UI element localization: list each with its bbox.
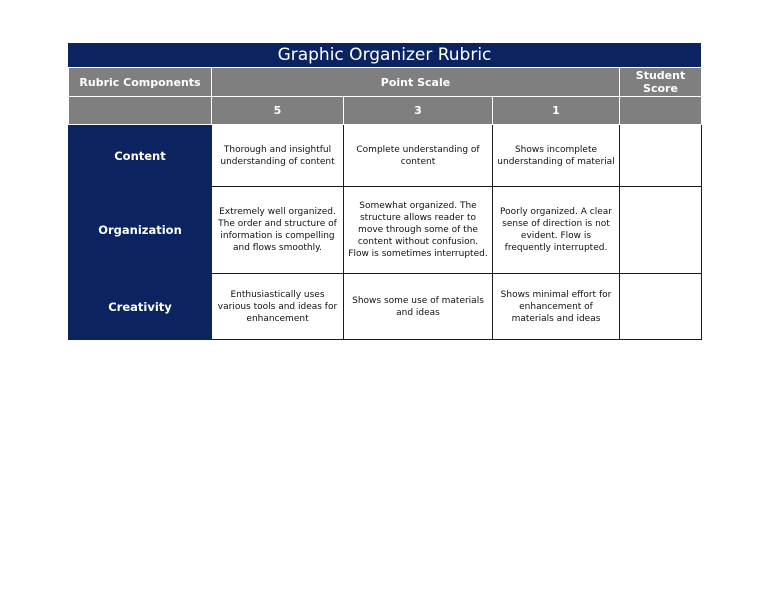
creativity-1-descriptor: Shows minimal effort for enhancement of materials and ideas [493, 274, 620, 340]
point-value-3: 3 [344, 97, 493, 125]
content-score-cell[interactable] [620, 125, 702, 187]
points-row-score-blank [620, 97, 702, 125]
organization-1-descriptor: Poorly organized. A clear sense of direction is not evident. Flow is frequently interrupted. [493, 187, 620, 274]
content-5-descriptor: Thorough and insightful understanding of content [212, 125, 344, 187]
points-row-blank [69, 97, 212, 125]
header-row [69, 68, 702, 97]
table-row [69, 187, 702, 274]
student-score-header: Student Score [620, 68, 702, 97]
content-1-descriptor: Shows incomplete understanding of material [493, 125, 620, 187]
organization-5-descriptor: Extremely well organized. The order and structure of information is compelling and flows smoothly. [212, 187, 344, 274]
points-row [69, 97, 702, 125]
table-row [69, 274, 702, 340]
row-label-organization: Organization [69, 187, 212, 274]
table-row [69, 125, 702, 187]
organization-score-cell[interactable] [620, 187, 702, 274]
rubric-components-header: Rubric Components [69, 68, 212, 97]
organization-3-descriptor: Somewhat organized. The structure allows reader to move through some of the content without confusion. Flow is sometimes interrupted. [344, 187, 493, 274]
point-scale-header: Point Scale [212, 68, 620, 97]
rubric-title: Graphic Organizer Rubric [68, 43, 701, 67]
content-3-descriptor: Complete understanding of content [344, 125, 493, 187]
point-value-5: 5 [212, 97, 344, 125]
row-label-creativity: Creativity [69, 274, 212, 340]
creativity-score-cell[interactable] [620, 274, 702, 340]
creativity-3-descriptor: Shows some use of materials and ideas [344, 274, 493, 340]
point-value-1: 1 [493, 97, 620, 125]
creativity-5-descriptor: Enthusiastically uses various tools and ideas for enhancement [212, 274, 344, 340]
row-label-content: Content [69, 125, 212, 187]
rubric-table-container [68, 43, 701, 340]
rubric-table [68, 67, 702, 340]
